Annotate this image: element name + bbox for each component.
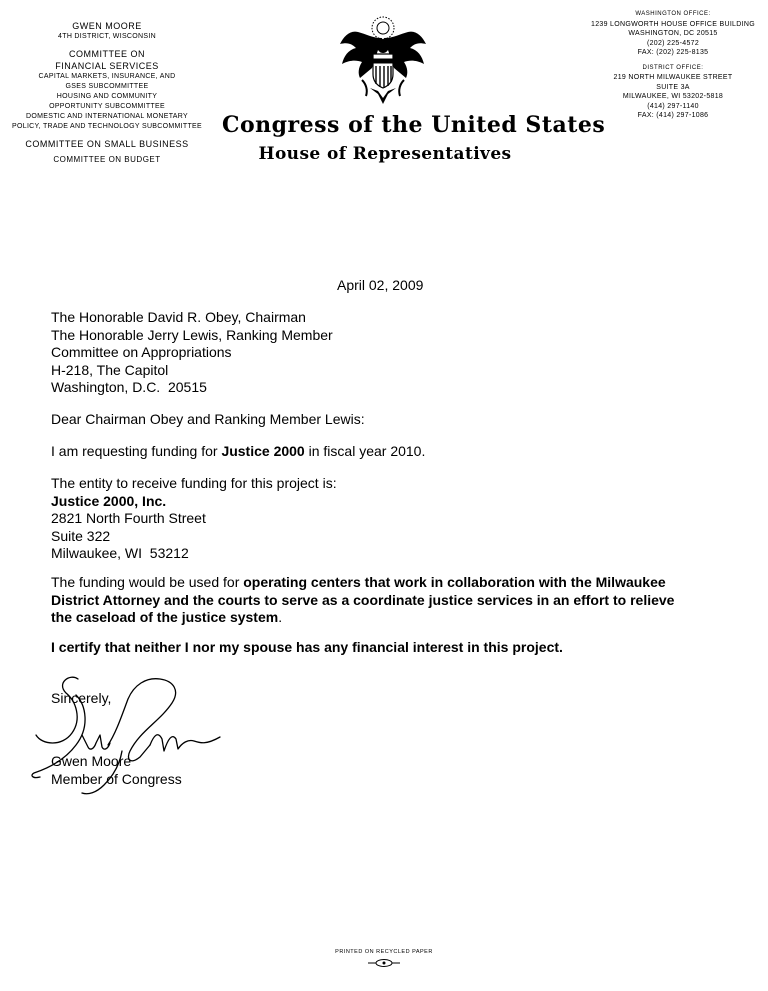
recipient-line: Committee on Appropriations <box>51 344 232 360</box>
office-info <box>578 10 768 121</box>
office-line: 1239 LONGWORTH HOUSE OFFICE BUILDING <box>591 20 755 28</box>
request-sentence <box>51 443 425 461</box>
district-office-label: DISTRICT OFFICE: <box>642 64 704 71</box>
entity-name: Justice 2000, Inc. <box>51 492 167 509</box>
recipient-line: The Honorable Jerry Lewis, Ranking Member <box>51 326 333 343</box>
entity-address-line: Suite 322 <box>51 527 111 544</box>
washington-office-label: WASHINGTON OFFICE: <box>635 11 711 17</box>
committee-line: FINANCIAL SERVICES <box>55 61 159 71</box>
recipient-line: The Honorable David R. Obey, Chairman <box>51 309 306 325</box>
funding-bold-1: operating centers that work in collaboration with the Milwaukee <box>243 574 666 590</box>
request-prefix: I am requesting funding for <box>51 443 222 459</box>
entity-address-line: 2821 North Fourth Street <box>51 510 206 526</box>
letter-date: April 02, 2009 <box>337 277 424 293</box>
sender-info <box>0 20 214 166</box>
office-line: FAX: (202) 225-8135 <box>637 49 709 56</box>
office-line: 219 NORTH MILWAUKEE STREET <box>613 74 733 81</box>
entity-intro: The entity to receive funding for this project is: <box>51 475 337 491</box>
sender-name: GWEN MOORE <box>72 21 142 31</box>
letterhead-title: Congress of the United States <box>222 112 606 138</box>
subcommittee-line: DOMESTIC AND INTERNATIONAL MONETARY <box>26 113 188 120</box>
office-line: (202) 225-4572 <box>646 39 700 47</box>
funding-line-3 <box>51 609 282 627</box>
office-line: SUITE 3A <box>656 83 690 91</box>
sender-district: 4TH DISTRICT, WISCONSIN <box>58 33 156 40</box>
recipient-line: H-218, The Capitol <box>51 361 169 378</box>
office-line: (414) 297-1140 <box>647 102 699 110</box>
certification: I certify that neither I nor my spouse has any financial interest in this project. <box>51 639 563 655</box>
office-line: WASHINGTON, DC 20515 <box>628 30 718 37</box>
subcommittee-line: OPPORTUNITY SUBCOMMITTEE <box>49 103 165 110</box>
closing: Sincerely, <box>51 690 112 706</box>
subcommittee-line: POLICY, TRADE AND TECHNOLOGY SUBCOMMITTEE <box>12 123 202 130</box>
committee-budget: COMMITTEE ON BUDGET <box>53 155 161 164</box>
office-line: MILWAUKEE, WI 53202-5818 <box>622 93 724 100</box>
signer-name: Gwen Moore <box>51 753 132 769</box>
subcommittee-line: HOUSING AND COMMUNITY <box>56 93 158 100</box>
funding-bold-2: District Attorney and the courts to serve as a coordinate justice services in an effort to relieve <box>51 591 675 608</box>
letterhead-subtitle: House of Representatives <box>258 144 512 164</box>
committee-line: COMMITTEE ON <box>69 49 145 59</box>
office-line: FAX: (414) 297-1086 <box>637 112 709 119</box>
recycle-logo-icon <box>364 958 404 968</box>
committee-small-business: COMMITTEE ON SMALL BUSINESS <box>25 139 189 149</box>
request-project: Justice 2000 <box>221 443 305 459</box>
eagle-seal-icon <box>338 14 428 106</box>
entity-address-line: Milwaukee, WI 53212 <box>51 545 189 561</box>
request-suffix: in fiscal year 2010. <box>304 443 426 459</box>
recipient-line: Washington, D.C. 20515 <box>51 379 207 395</box>
salutation: Dear Chairman Obey and Ranking Member Lewis: <box>51 411 365 427</box>
recycled-paper-note: PRINTED ON RECYCLED PAPER <box>335 949 433 955</box>
handwritten-signature <box>30 665 250 800</box>
funding-prefix: The funding would be used for <box>51 574 244 590</box>
funding-line-1 <box>51 574 666 592</box>
funding-bold-3: the caseload of the justice system <box>51 609 279 625</box>
subcommittee-line: CAPITAL MARKETS, INSURANCE, AND <box>38 73 176 80</box>
funding-suffix: . <box>278 609 283 625</box>
subcommittee-line: GSES SUBCOMMITTEE <box>65 83 149 90</box>
signer-title: Member of Congress <box>51 770 182 787</box>
